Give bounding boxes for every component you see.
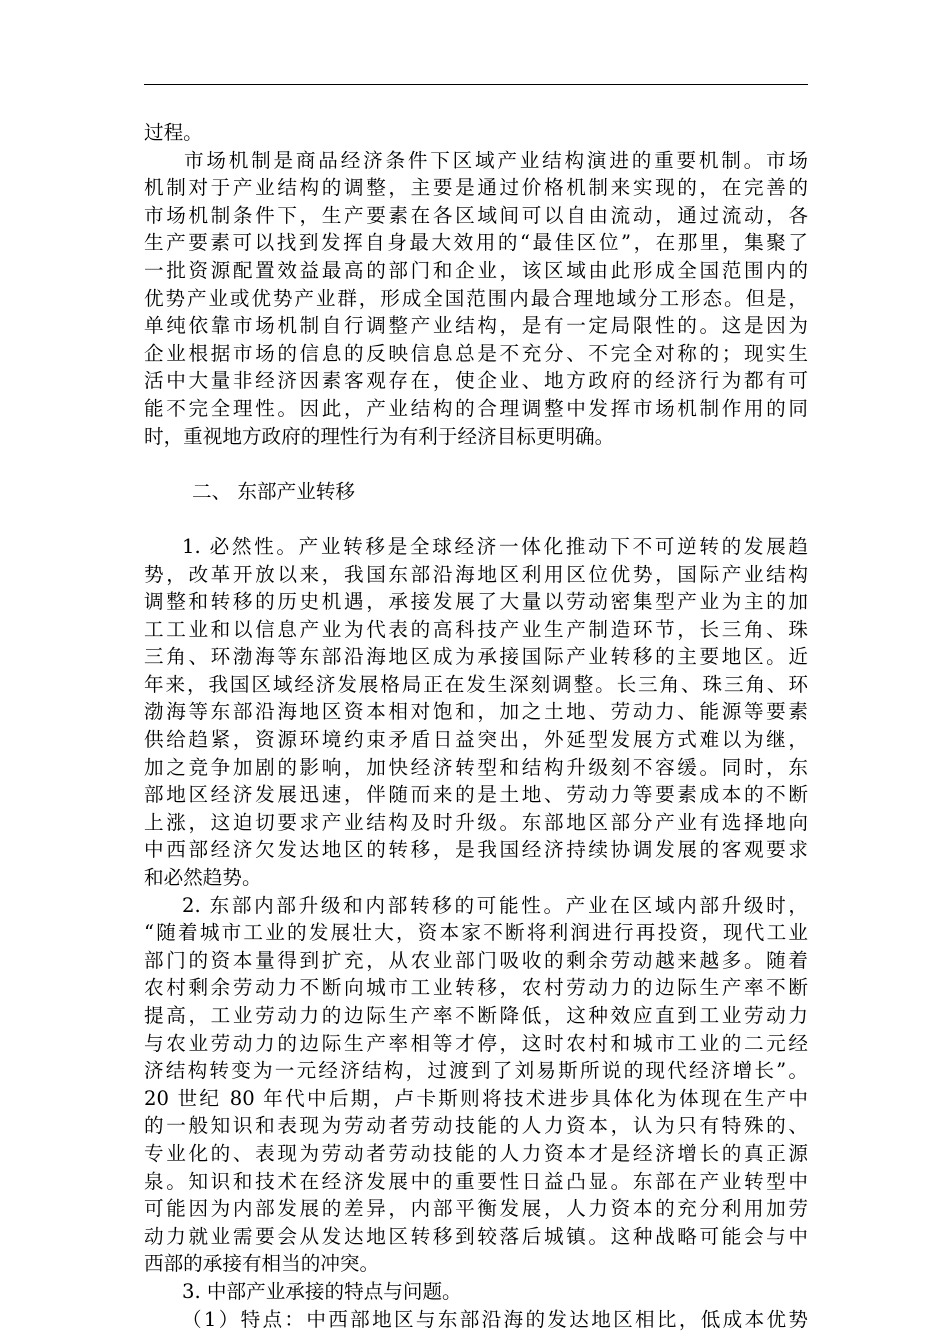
text-line: 提高，工业劳动力的边际生产率不断降低，这种效应直到工业劳动力 xyxy=(144,1004,808,1027)
text-line: 与农业劳动力的边际生产率相等才停，这时农村和城市工业的二元经 xyxy=(144,1031,808,1055)
paragraph-gap xyxy=(144,505,808,533)
text-line: 工工业和以信息产业为代表的高科技产业生产制造环节，长三角、珠 xyxy=(144,617,808,641)
text-line: 部地区经济发展迅速，伴随而来的是土地、劳动力等要素成本的不断 xyxy=(144,783,808,807)
text-line: 动力就业需要会从发达地区转移到较落后城镇。这种战略可能会与中 xyxy=(144,1224,808,1248)
text-line: 单纯依靠市场机制自行调整产业结构，是有一定局限性的。这是因为 xyxy=(144,314,808,338)
text-line: 部门的资本量得到扩充，从农业部门吸收的剩余劳动越来越多。随着 xyxy=(144,948,808,972)
text-line: 渤海等东部沿海地区资本相对饱和，加之土地、劳动力、能源等要素 xyxy=(144,700,808,724)
text-line: 机制对于产业结构的调整，主要是通过价格机制来实现的，在完善的 xyxy=(144,176,808,200)
text-line: 年来，我国区域经济发展格局正在发生深刻调整。长三角、珠三角、环 xyxy=(144,672,808,696)
paragraph-gap xyxy=(144,450,808,478)
text-line: 能不完全理性。因此，产业结构的合理调整中发挥市场机制作用的同 xyxy=(144,396,808,420)
section-heading: 二、 东部产业转移 xyxy=(192,479,355,503)
paragraph-internal-upgrade: 2. 东部内部升级和内部转移的可能性。产业在区域内部升级时， xyxy=(182,893,808,917)
text-line: 可能因为内部发展的差异，内部平衡发展，人力资本的充分利用加劳 xyxy=(144,1197,808,1221)
text-line: 专业化的、表现为劳动者劳动技能的人力资本才是经济增长的真正源 xyxy=(144,1141,808,1165)
text-line: 泉。知识和技术在经济发展中的重要性日益凸显。东部在产业转型中 xyxy=(144,1169,808,1193)
body-text xyxy=(144,119,808,1333)
text-line: 中西部经济欠发达地区的转移，是我国经济持续协调发展的客观要求 xyxy=(144,838,808,862)
text-line: 生产要素可以找到发挥自身最大效用的“最佳区位”，在那里，集聚了 xyxy=(144,231,808,255)
text-line: 农村剩余劳动力不断向城市工业转移，农村劳动力的边际生产率不断 xyxy=(144,976,808,1000)
text-line: 济结构转变为一元经济结构，过渡到了刘易斯所说的现代经济增长”。 xyxy=(144,1059,808,1083)
paragraph-market-mechanism: 市场机制是商品经济条件下区域产业结构演进的重要机制。市场 xyxy=(184,148,808,172)
header-rule xyxy=(144,84,808,85)
text-line: 市场机制条件下，生产要素在各区域间可以自由流动，通过流动，各 xyxy=(144,203,808,227)
text-line: “随着城市工业的发展壮大，资本家不断将利润进行再投资，现代工业 xyxy=(144,921,808,945)
text-line: 优势产业或优势产业群，形成全国范围内最合理地域分工形态。但是， xyxy=(144,286,808,310)
text-line: 企业根据市场的信息的反映信息总是不充分、不完全对称的；现实生 xyxy=(144,341,808,365)
text-line: 20 世纪 80 年代中后期，卢卡斯则将技术进步具体化为体现在生产中 xyxy=(144,1086,808,1110)
text-line: 西部的承接有相当的冲突。 xyxy=(144,1252,380,1276)
text-line: 和必然趋势。 xyxy=(144,866,262,890)
text-line: 时，重视地方政府的理性行为有利于经济目标更明确。 xyxy=(144,424,615,448)
text-line: 调整和转移的历史机遇，承接发展了大量以劳动密集型产业为主的加 xyxy=(144,590,808,614)
text-line: 活中大量非经济因素客观存在，使企业、地方政府的经济行为都有可 xyxy=(144,369,808,393)
text-line: 加之竞争加剧的影响，加快经济转型和结构升级刻不容缓。同时，东 xyxy=(144,755,808,779)
paragraph-characteristics: （1）特点：中西部地区与东部沿海的发达地区相比，低成本优势 xyxy=(182,1307,808,1331)
text-line: 三角、环渤海等东部沿海地区成为承接国际产业转移的主要地区。近 xyxy=(144,645,808,669)
text-line: 势，改革开放以来，我国东部沿海地区利用区位优势，国际产业结构 xyxy=(144,562,808,586)
text-line: 一批资源配置效益最高的部门和企业，该区域由此形成全国范围内的 xyxy=(144,258,808,282)
text-line: 的一般知识和表现为劳动者劳动技能的人力资本，认为只有特殊的、 xyxy=(144,1114,808,1138)
text-line: 过程。 xyxy=(144,121,203,144)
paragraph-central-undertaking: 3. 中部产业承接的特点与问题。 xyxy=(182,1279,462,1303)
paragraph-necessity: 1. 必然性。产业转移是全球经济一体化推动下不可逆转的发展趋 xyxy=(182,534,808,558)
text-line: 上涨，这迫切要求产业结构及时升级。东部地区部分产业有选择地向 xyxy=(144,810,808,834)
text-line: 供给趋紧，资源环境约束矛盾日益突出，外延型发展方式难以为继， xyxy=(144,728,808,752)
